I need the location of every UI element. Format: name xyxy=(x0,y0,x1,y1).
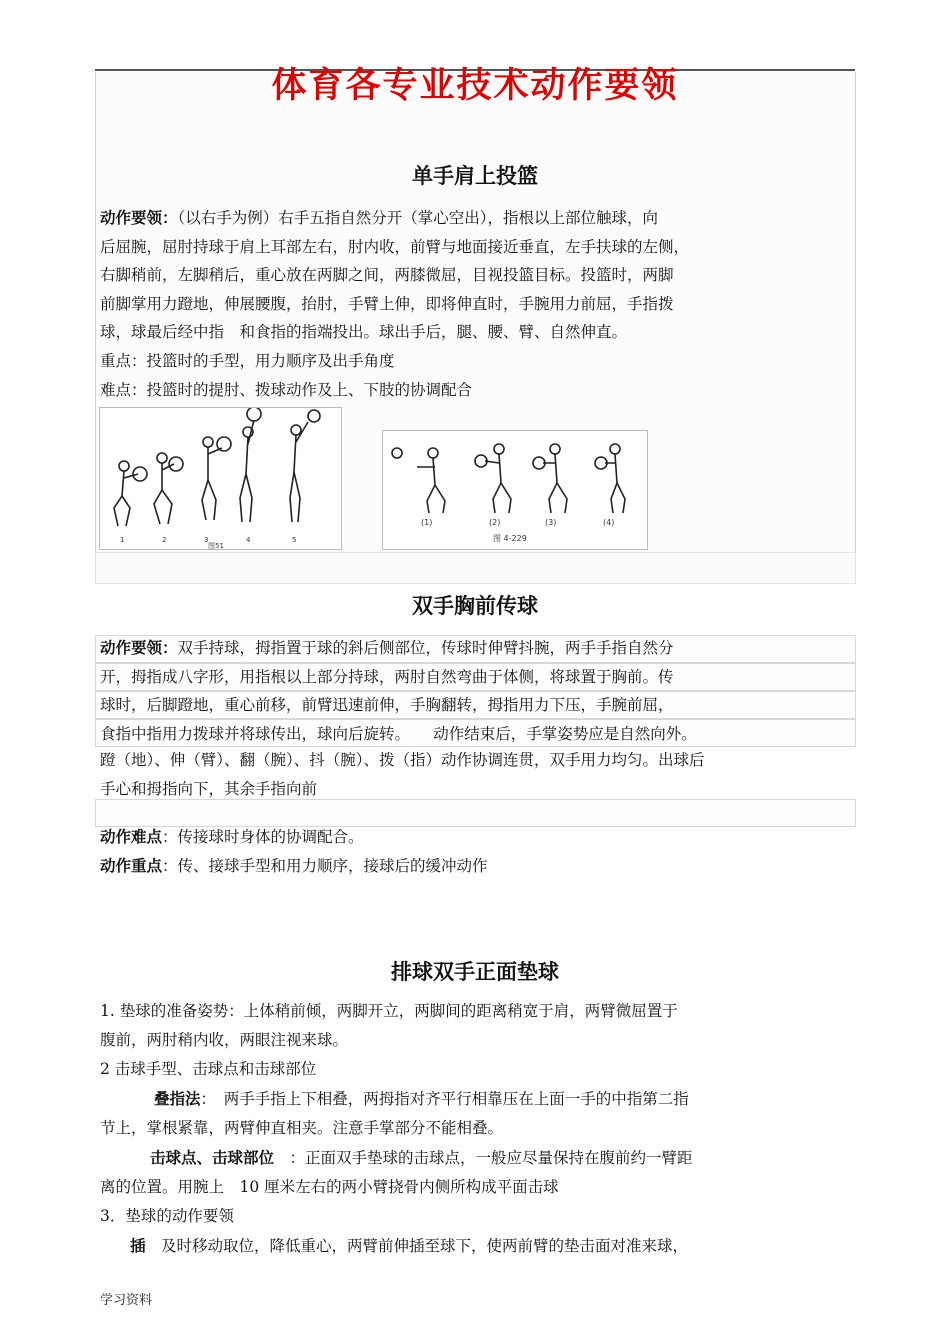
section1-label: 动作要领： xyxy=(100,208,178,227)
figure2-number: (4) xyxy=(603,518,615,527)
figure1-number: 3 xyxy=(204,536,209,544)
section1-key-point: 重点：投篮时的手型，用力顺序及出手角度 xyxy=(100,351,395,370)
section1-line: 后屈腕，屈肘持球于肩上耳部左右，肘内收，前臂与地面接近垂直，左手扶球的左侧， xyxy=(100,237,690,256)
section3-label: 叠指法 xyxy=(154,1089,201,1108)
page-footer: 学习资料 xyxy=(100,1293,153,1308)
section3-line: 离的位置。用腕上 10 厘米左右的两小臂挠骨内侧所构成平面击球 xyxy=(100,1178,559,1196)
section1-line: 前脚掌用力蹬地，伸展腰腹，抬肘，手臂上伸，即将伸直时，手腕用力前屈，手指拨 xyxy=(100,294,674,313)
section2-line: 球时，后脚蹬地，重心前移，前臂迅速前伸，手胸翻转，拇指用力下压，手腕前屈， xyxy=(100,696,674,715)
figure-jump-shot-drawing xyxy=(100,408,341,549)
section2-line: 开，拇指成八字形，用指根以上部分持球，两肘自然弯曲于体侧，将球置于胸前。传 xyxy=(100,667,674,686)
section3-body xyxy=(100,997,820,1261)
figure1-number: 1 xyxy=(120,536,125,544)
section2-body xyxy=(100,634,820,748)
section2-label: 动作要领： xyxy=(100,638,178,657)
figure-jump-shot xyxy=(99,407,342,550)
section2-difficulty-text: ：传接球时身体的协调配合。 xyxy=(162,828,364,846)
section1-line: （以右手为例）右手五指自然分开（掌心空出），指根以上部位触球，向 xyxy=(177,209,659,227)
section1-line: 右脚稍前，左脚稍后，重心放在两脚之间，两膝微屈，目视投篮目标。投篮时，两脚 xyxy=(100,266,674,285)
section3-line: 腹前，两肘稍内收，两眼注视来球。 xyxy=(100,1031,349,1049)
section3-heading: 排球双手正面垫球 xyxy=(391,960,559,984)
section2-key-label: 动作重点 xyxy=(100,855,163,875)
figure1-caption: 图51 xyxy=(208,542,224,549)
section3-line: 1. 垫球的准备姿势：上体稍前倾，两脚开立，两脚间的距离稍宽于肩，两臂微屈置于 xyxy=(100,1002,678,1020)
section2-heading: 双手胸前传球 xyxy=(412,594,538,618)
section2-notes xyxy=(100,823,820,880)
section3-line: 及时移动取位，降低重心，两臂前伸插至球下，使两前臂的垫击面对准来球， xyxy=(145,1237,689,1255)
section3-line: ： 两手手指上下相叠，两拇指对齐平行相靠压在上面一手的中指第二指 xyxy=(200,1090,689,1108)
figure-chest-pass xyxy=(382,430,648,550)
section2-line: 双手持球，拇指置于球的斜后侧部位，传球时伸臂抖腕，两手手指自然分 xyxy=(177,639,674,657)
section2-difficulty-label: 动作难点 xyxy=(100,827,163,846)
figure1-number: 5 xyxy=(292,536,297,544)
figure1-number: 4 xyxy=(246,536,251,544)
section3-line: 2 击球手型、击球点和击球部位 xyxy=(100,1060,317,1078)
section3-line: 3．垫球的动作要领 xyxy=(100,1207,234,1225)
section1-heading: 单手肩上投篮 xyxy=(412,164,538,188)
section3-label: 插 xyxy=(130,1236,146,1255)
section3-line: 节上，掌根紧靠，两臂伸直相夹。注意手掌部分不能相叠。 xyxy=(100,1119,504,1137)
figure-chest-pass-drawing xyxy=(383,431,647,549)
section2-line: 食指中指用力拨球并将球传出，球向后旋转。 动作结束后，手掌姿势应是自然向外。 xyxy=(100,724,697,743)
figure2-number: (2) xyxy=(489,518,501,527)
section1-line: 球，球最后经中指 和食指的指端投出。球出手后，腿、腰、臂、自然伸直。 xyxy=(100,323,628,342)
figure2-number: (1) xyxy=(421,518,433,527)
section2-line: 蹬（地）、伸（臂）、翻（腕）、抖（腕）、拨（指）动作协调连贯，双手用力均匀。出球后 xyxy=(100,751,705,769)
figure1-number: 2 xyxy=(162,536,167,544)
section1-difficulty: 难点：投篮时的提肘、拨球动作及上、下肢的协调配合 xyxy=(100,380,473,399)
section1-body xyxy=(100,204,820,404)
section2-key-text: ：传、接球手型和用力顺序，接球后的缓冲动作 xyxy=(162,856,488,875)
section2-line: 手心和拇指向下，其余手指向前 xyxy=(100,779,318,798)
figure2-caption: 图 4-229 xyxy=(493,534,527,543)
section3-line: ：正面双手垫球的击球点，一般应尽量保持在腹前约一臂距 xyxy=(274,1149,693,1167)
figure2-number: (3) xyxy=(545,518,557,527)
page-title: 体育各专业技术动作要领 xyxy=(271,66,679,106)
section1-frame-footer xyxy=(95,552,856,584)
section2-body-cont xyxy=(100,746,850,803)
section3-label: 击球点、击球部位 xyxy=(150,1148,275,1167)
